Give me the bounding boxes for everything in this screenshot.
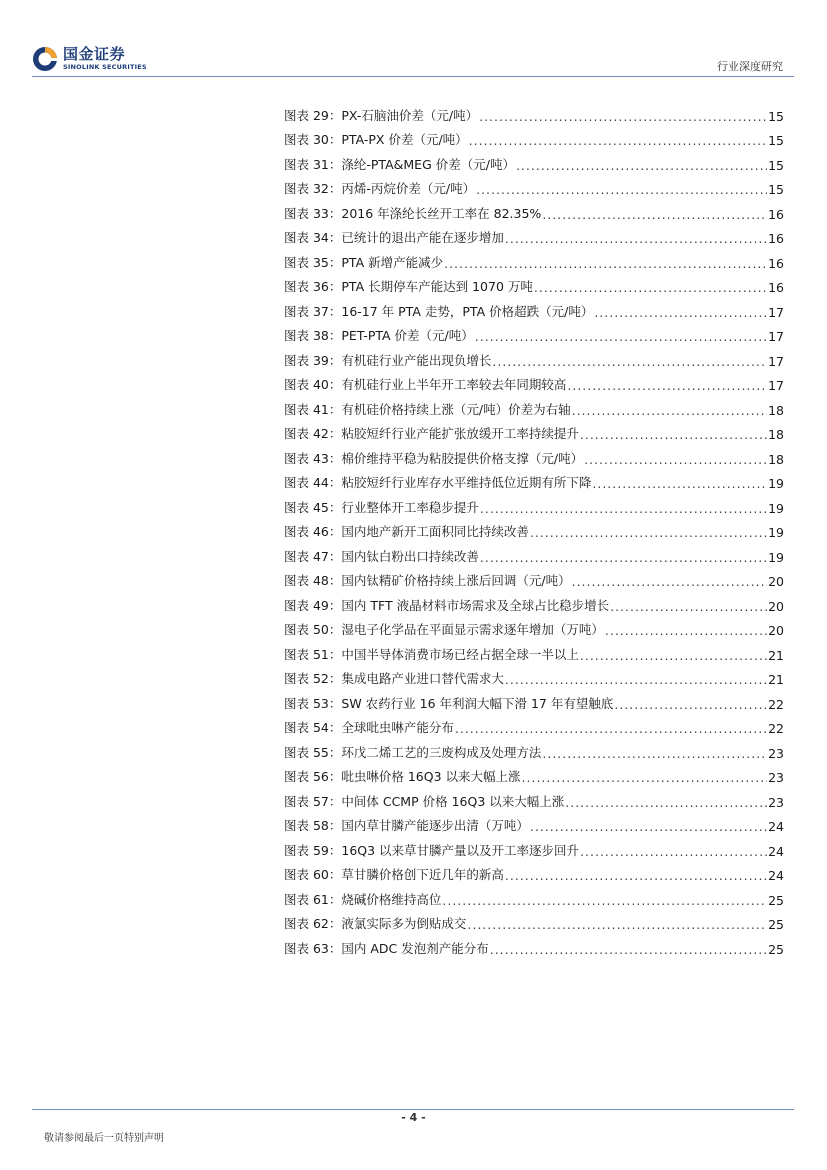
header-divider	[32, 76, 794, 77]
toc-entry-label: 图表 47：国内钛白粉出口持续改善	[284, 548, 479, 564]
toc-leader-dots	[455, 721, 767, 736]
toc-entry-page: 17	[768, 304, 784, 320]
logo-english-name: SINOLINK SECURITIES	[63, 63, 147, 72]
toc-entry[interactable]	[284, 197, 784, 222]
toc-entry-label: 图表 59：16Q3 以来草甘膦产量以及开工率逐步回升	[284, 842, 580, 858]
toc-entry-page: 19	[768, 500, 784, 516]
toc-entry-label: 图表 34：已统计的退出产能在逐步增加	[284, 230, 504, 245]
toc-entry-label: 图表 54：全球吡虫啉产能分布	[284, 720, 454, 735]
toc-entry-label: 图表 39：有机硅行业产能出现负增长	[284, 352, 492, 368]
toc-entry-label: 图表 57：中间体 CCMP 价格 16Q3 以来大幅上涨	[284, 793, 565, 809]
toc-entry-label: 图表 48：国内钛精矿价格持续上涨后回调（元/吨）	[284, 573, 571, 588]
logo-chinese-name: 国金证券	[63, 45, 126, 64]
toc-entry-page: 20	[768, 623, 784, 638]
toc-leader-dots	[534, 280, 767, 295]
toc-entry-page: 21	[768, 672, 784, 687]
toc-leader-dots	[614, 697, 767, 712]
toc-leader-dots	[505, 231, 767, 246]
toc-leader-dots	[592, 476, 767, 491]
toc-entry[interactable]	[284, 148, 784, 173]
toc-entry-label: 图表 50：湿电子化学品在平面显示需求逐年增加（万吨）	[284, 622, 604, 637]
toc-entry-page: 24	[768, 868, 784, 883]
toc-leader-dots	[530, 525, 767, 540]
toc-entry-page: 15	[768, 108, 784, 124]
toc-entry[interactable]	[284, 859, 784, 884]
toc-leader-dots	[542, 207, 767, 222]
toc-entry-label: 图表 44：粘胶短纤行业库存水平维持低位近期有所下降	[284, 475, 592, 490]
toc-entry[interactable]	[284, 271, 784, 296]
toc-entry[interactable]	[284, 442, 784, 467]
toc-entry-page: 20	[768, 598, 784, 614]
toc-entry-label: 图表 43：棉价维持平稳为粘胶提供价格支撑（元/吨）	[284, 450, 584, 466]
toc-entry[interactable]	[284, 516, 784, 541]
report-type-label: 行业深度研究	[717, 60, 783, 73]
toc-entry[interactable]	[284, 467, 784, 492]
toc-entry-page: 16	[768, 206, 784, 222]
toc-entry-page: 21	[768, 647, 784, 663]
toc-leader-dots	[530, 819, 767, 834]
toc-entry-page: 20	[768, 574, 784, 589]
toc-leader-dots	[522, 770, 768, 785]
toc-entry-label: 图表 37：16-17 年 PTA 走势，PTA 价格超跌（元/吨）	[284, 303, 594, 319]
toc-entry-label: 图表 63：国内 ADC 发泡剂产能分布	[284, 940, 489, 956]
toc-entry-page: 15	[768, 133, 784, 148]
toc-leader-dots	[505, 672, 767, 687]
toc-entry-page: 18	[768, 427, 784, 442]
toc-entry[interactable]	[284, 418, 784, 443]
toc-entry[interactable]	[284, 540, 784, 565]
toc-entry-page: 22	[768, 721, 784, 736]
toc-leader-dots	[505, 868, 767, 883]
toc-leader-dots	[580, 427, 767, 442]
toc-entry-label: 图表 51：中国半导体消费市场已经占据全球一半以上	[284, 646, 579, 662]
toc-entry[interactable]	[284, 173, 784, 198]
toc-leader-dots	[469, 133, 767, 148]
toc-entry-page: 25	[768, 941, 784, 957]
toc-entry[interactable]	[284, 687, 784, 712]
toc-entry-label: 图表 60：草甘膦价格创下近几年的新高	[284, 867, 504, 882]
toc-entry-label: 图表 58：国内草甘膦产能逐步出清（万吨）	[284, 818, 529, 833]
toc-entry-label: 图表 55：环戊二烯工艺的三废构成及处理方法	[284, 744, 542, 760]
toc-entry-page: 15	[768, 182, 784, 197]
toc-leader-dots	[580, 648, 767, 663]
toc-entry-label: 图表 61：烧碱价格维持高位	[284, 891, 442, 907]
toc-entry-page: 17	[768, 378, 784, 393]
toc-entry[interactable]	[284, 124, 784, 149]
toc-entry-page: 16	[768, 231, 784, 246]
toc-entry-label: 图表 35：PTA 新增产能减少	[284, 254, 444, 270]
toc-leader-dots	[542, 746, 767, 761]
toc-entry-page: 25	[768, 892, 784, 908]
toc-entry-page: 23	[768, 770, 784, 785]
toc-entry[interactable]	[284, 344, 784, 369]
toc-leader-dots	[480, 550, 767, 565]
toc-entry-page: 16	[768, 280, 784, 295]
toc-leader-dots	[580, 844, 767, 859]
toc-leader-dots	[572, 574, 768, 589]
toc-leader-dots	[479, 109, 767, 124]
toc-entry[interactable]	[284, 99, 784, 124]
toc-entry[interactable]	[284, 393, 784, 418]
toc-entry-page: 25	[768, 917, 784, 932]
toc-entry-page: 24	[768, 843, 784, 859]
figure-list	[284, 99, 784, 957]
company-logo	[32, 46, 147, 72]
toc-entry-label: 图表 40：有机硅行业上半年开工率较去年同期较高	[284, 377, 567, 392]
page-header	[0, 0, 827, 80]
toc-entry[interactable]	[284, 883, 784, 908]
toc-entry-page: 18	[768, 451, 784, 467]
toc-entry[interactable]	[284, 589, 784, 614]
page-number: - 4 -	[401, 1111, 426, 1124]
toc-entry-label: 图表 62：液氯实际多为倒贴成交	[284, 916, 467, 931]
toc-entry-label: 图表 56：吡虫啉价格 16Q3 以来大幅上涨	[284, 769, 521, 784]
toc-entry-label: 图表 41：有机硅价格持续上涨（元/吨）价差为右轴	[284, 401, 571, 417]
toc-entry-label: 图表 49：国内 TFT 液晶材料市场需求及全球占比稳步增长	[284, 597, 610, 613]
toc-entry-label: 图表 30：PTA-PX 价差（元/吨）	[284, 132, 468, 147]
toc-entry[interactable]	[284, 908, 784, 933]
toc-leader-dots	[516, 158, 767, 173]
toc-entry-page: 17	[768, 353, 784, 369]
toc-entry-page: 18	[768, 402, 784, 418]
toc-leader-dots	[490, 942, 767, 957]
toc-entry-label: 图表 31：涤纶-PTA&MEG 价差（元/吨）	[284, 156, 515, 172]
toc-entry[interactable]	[284, 712, 784, 737]
toc-leader-dots	[605, 623, 767, 638]
toc-entry[interactable]	[284, 761, 784, 786]
toc-entry-page: 19	[768, 476, 784, 491]
toc-entry-label: 图表 36：PTA 长期停车产能达到 1070 万吨	[284, 279, 533, 294]
toc-entry-label: 图表 29：PX-石脑油价差（元/吨）	[284, 107, 479, 123]
toc-leader-dots	[480, 501, 767, 516]
toc-leader-dots	[565, 795, 767, 810]
toc-leader-dots	[442, 893, 767, 908]
toc-entry-page: 23	[768, 745, 784, 761]
toc-entry-page: 22	[768, 696, 784, 712]
toc-entry[interactable]	[284, 295, 784, 320]
toc-entry-label: 图表 32：丙烯-丙烷价差（元/吨）	[284, 181, 476, 196]
toc-entry-page: 23	[768, 794, 784, 810]
toc-entry-page: 19	[768, 549, 784, 565]
toc-leader-dots	[492, 354, 767, 369]
disclaimer-note: 敬请参阅最后一页特别声明	[44, 1133, 164, 1144]
toc-entry[interactable]	[284, 491, 784, 516]
toc-entry-page: 15	[768, 157, 784, 173]
toc-leader-dots	[476, 182, 767, 197]
toc-entry[interactable]	[284, 614, 784, 639]
toc-entry[interactable]	[284, 810, 784, 835]
toc-entry[interactable]	[284, 736, 784, 761]
toc-leader-dots	[572, 403, 768, 418]
toc-entry[interactable]	[284, 785, 784, 810]
toc-leader-dots	[567, 378, 767, 393]
toc-entry[interactable]	[284, 222, 784, 247]
toc-leader-dots	[475, 329, 767, 344]
toc-entry-label: 图表 53：SW 农药行业 16 年利润大幅下滑 17 年有望触底	[284, 695, 614, 711]
logo-mark-icon	[32, 46, 58, 72]
toc-entry-page: 19	[768, 525, 784, 540]
toc-entry-label: 图表 42：粘胶短纤行业产能扩张放缓开工率持续提升	[284, 426, 579, 441]
toc-leader-dots	[467, 917, 767, 932]
toc-leader-dots	[584, 452, 767, 467]
toc-entry[interactable]	[284, 246, 784, 271]
toc-entry[interactable]	[284, 320, 784, 345]
toc-entry-label: 图表 46：国内地产新开工面积同比持续改善	[284, 524, 529, 539]
toc-entry-label: 图表 52：集成电路产业进口替代需求大	[284, 671, 504, 686]
footer-divider	[32, 1109, 794, 1110]
toc-entry[interactable]	[284, 565, 784, 590]
toc-leader-dots	[610, 599, 767, 614]
toc-leader-dots	[444, 256, 767, 271]
toc-entry-page: 16	[768, 255, 784, 271]
toc-entry-label: 图表 45：行业整体开工率稳步提升	[284, 499, 479, 515]
toc-entry[interactable]	[284, 638, 784, 663]
toc-entry[interactable]	[284, 369, 784, 394]
toc-leader-dots	[594, 305, 767, 320]
toc-entry[interactable]	[284, 663, 784, 688]
toc-entry-page: 24	[768, 819, 784, 834]
toc-entry-label: 图表 33：2016 年涤纶长丝开工率在 82.35%	[284, 205, 542, 221]
toc-entry-page: 17	[768, 329, 784, 344]
toc-entry-label: 图表 38：PET-PTA 价差（元/吨）	[284, 328, 474, 343]
toc-entry[interactable]	[284, 932, 784, 957]
toc-entry[interactable]	[284, 834, 784, 859]
